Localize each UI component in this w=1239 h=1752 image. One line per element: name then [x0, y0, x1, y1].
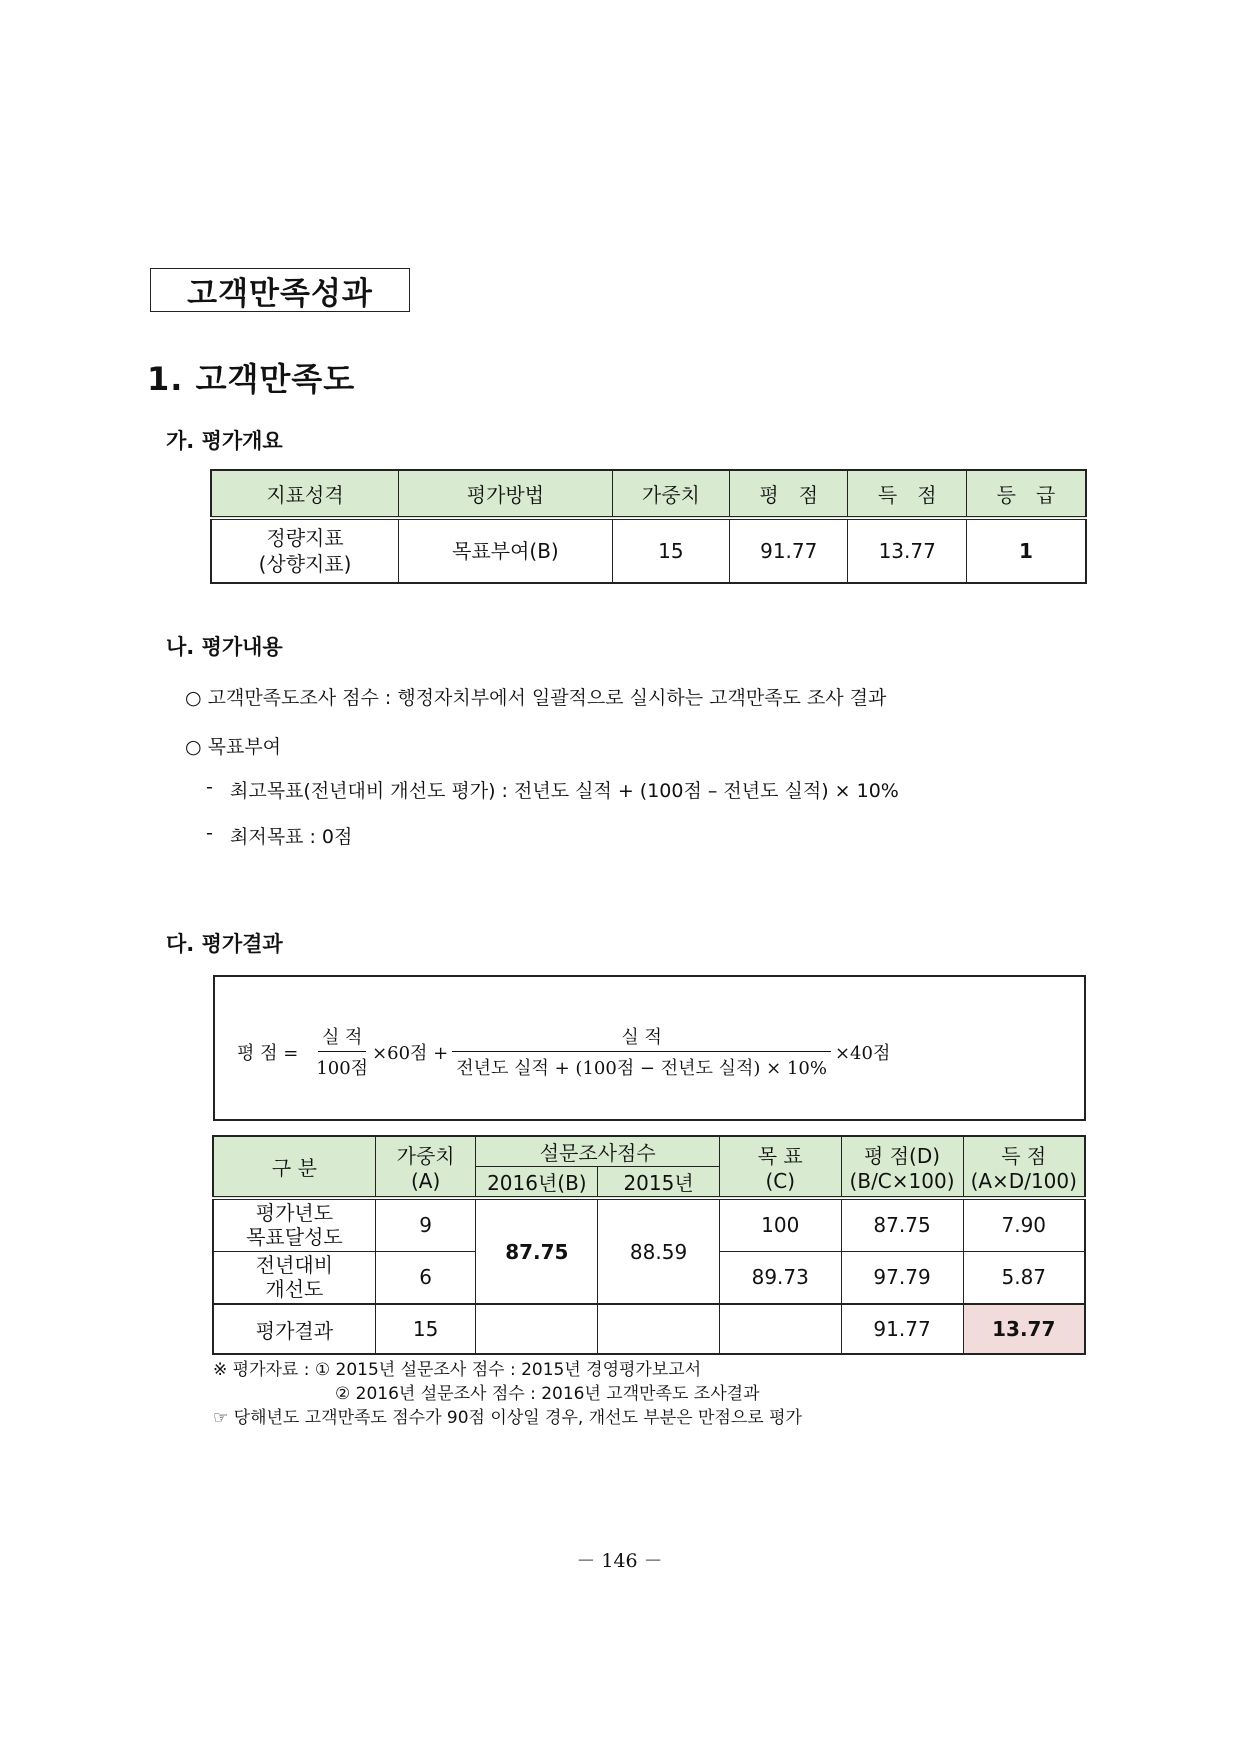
col-weight: 가중치: [612, 470, 729, 518]
subheading-result: 다. 평가결과: [166, 932, 283, 956]
survey-2015-value: 88.59: [598, 1198, 720, 1304]
row2-label-line2: 개선도: [265, 1277, 324, 1302]
content-min-target: 최저목표 : 0점: [230, 826, 353, 848]
row2-points: 5.87: [963, 1251, 1085, 1304]
formula-lhs: 평 점 =: [237, 1042, 299, 1064]
indicator-line2: (상향지표): [258, 552, 352, 576]
header-survey: 설문조사점수: [476, 1136, 719, 1167]
header-target-label: 목 표: [757, 1144, 803, 1168]
col-indicator: 지표성격: [211, 470, 399, 518]
row1-target: 100: [719, 1198, 841, 1251]
col-score: 평 점: [729, 470, 847, 518]
row-yoy-improvement: [213, 1251, 375, 1304]
content-item-target: ○ 목표부여: [185, 736, 282, 758]
formula: [237, 1023, 890, 1080]
content-max-target: 최고목표(전년대비 개선도 평가) : 전년도 실적 + (100점 – 전년도 실적) × 10%: [230, 780, 899, 802]
note-full-score: ☞ 당해년도 고객만족도 점수가 90점 이상일 경우, 개선도 부분은 만점으로 평가: [213, 1408, 802, 1428]
survey-2016-value: 87.75: [476, 1198, 598, 1304]
note-source-2: ② 2016년 설문조사 점수 : 2016년 고객만족도 조사결과: [335, 1384, 760, 1404]
col-method: 평가방법: [399, 470, 613, 518]
header-points: [963, 1136, 1085, 1198]
final-points: 13.77: [963, 1304, 1085, 1354]
header-score-label: 평 점(D): [864, 1144, 941, 1168]
section-title: 고객만족성과: [150, 268, 410, 312]
overview-table: [210, 469, 1087, 584]
final-label: 평가결과: [213, 1304, 375, 1354]
formula-fraction-1: [312, 1023, 372, 1080]
header-weight-sub: (A): [411, 1169, 441, 1193]
table-row: [213, 1198, 1085, 1251]
page-number: － 146 －: [576, 1550, 663, 1572]
header-weight-label: 가중치: [396, 1144, 455, 1168]
final-empty-2016: [476, 1304, 598, 1354]
points-cell: 13.77: [848, 518, 966, 583]
dash-bullet: -: [206, 776, 213, 798]
formula-middle: ×60점 +: [372, 1042, 449, 1064]
row1-score: 87.75: [841, 1198, 963, 1251]
table-row: [211, 518, 1086, 583]
row1-points: 7.90: [963, 1198, 1085, 1251]
weight-cell: 15: [612, 518, 729, 583]
final-empty-2015: [598, 1304, 720, 1354]
row2-target: 89.73: [719, 1251, 841, 1304]
header-target-sub: (C): [765, 1169, 796, 1193]
header-points-label: 득 점: [1001, 1144, 1047, 1168]
formula-tail: ×40점: [834, 1042, 891, 1064]
row1-weight: 9: [375, 1198, 476, 1251]
header-2016: 2016년(B): [476, 1167, 598, 1199]
method-cell: 목표부여(B): [399, 518, 613, 583]
formula-fraction-2: [452, 1023, 831, 1080]
row2-score: 97.79: [841, 1251, 963, 1304]
subheading-overview: 가. 평가개요: [166, 429, 283, 453]
row-target-achievement: [213, 1198, 375, 1251]
indicator-cell: [211, 518, 399, 583]
fraction1-denominator: 100점: [316, 1058, 369, 1079]
row1-label-line2: 목표달성도: [246, 1225, 343, 1250]
table-row-final: [213, 1304, 1085, 1354]
subheading-content: 나. 평가내용: [166, 635, 283, 659]
final-empty-target: [719, 1304, 841, 1354]
fraction2-denominator: 전년도 실적 + (100점 − 전년도 실적) × 10%: [456, 1058, 827, 1079]
row2-weight: 6: [375, 1251, 476, 1304]
final-weight: 15: [375, 1304, 476, 1354]
dash-bullet: -: [206, 822, 213, 844]
score-cell: 91.77: [729, 518, 847, 583]
row2-label-line1: 전년대비: [255, 1253, 334, 1278]
header-score-sub: (B/C×100): [849, 1169, 955, 1193]
header-2015: 2015년: [598, 1167, 720, 1199]
fraction2-numerator: 실 적: [452, 1023, 831, 1052]
header-category: 구 분: [213, 1136, 375, 1198]
heading-customer-satisfaction: 1. 고객만족도: [147, 360, 356, 398]
col-points: 득 점: [848, 470, 966, 518]
header-score: [841, 1136, 963, 1198]
formula-box: [213, 975, 1086, 1121]
result-table: [212, 1135, 1086, 1355]
row1-label-line1: 평가년도: [255, 1201, 334, 1226]
header-target: [719, 1136, 841, 1198]
col-grade: 등 급: [966, 470, 1086, 518]
grade-cell: 1: [966, 518, 1086, 583]
final-score: 91.77: [841, 1304, 963, 1354]
fraction1-numerator: 실 적: [318, 1023, 367, 1052]
header-weight: [375, 1136, 476, 1198]
content-item-survey: ○ 고객만족도조사 점수 : 행정자치부에서 일괄적으로 실시하는 고객만족도 조사 결과: [185, 687, 887, 709]
note-source-1: ※ 평가자료 : ① 2015년 설문조사 점수 : 2015년 경영평가보고서: [213, 1360, 702, 1380]
indicator-line1: 정량지표: [266, 526, 344, 550]
header-points-sub: (A×D/100): [970, 1169, 1077, 1193]
